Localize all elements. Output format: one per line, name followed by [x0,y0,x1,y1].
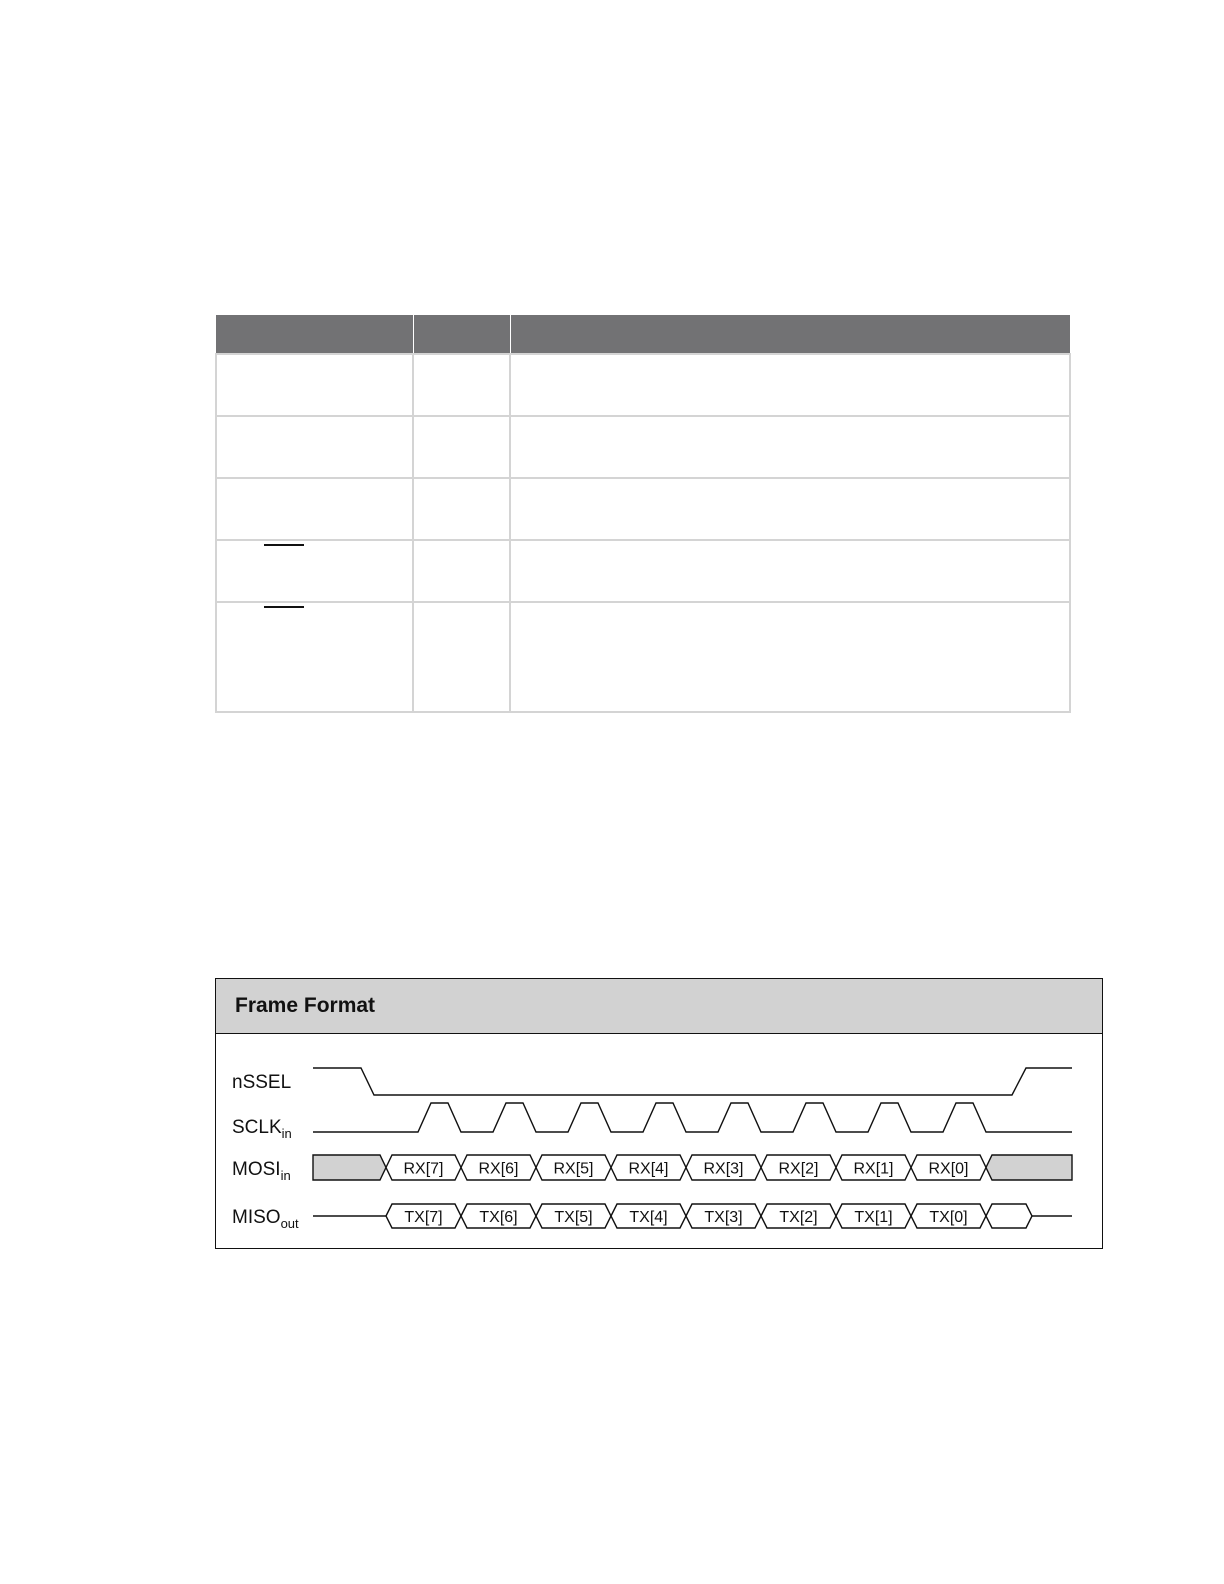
signal-name: nSSEL [232,1072,292,1093]
figure-title: Frame Format [235,994,376,1017]
table-row [216,416,1070,478]
sclk-waveform [313,1103,1072,1132]
bus-bit-label: TX[0] [929,1209,968,1226]
table-cell [413,602,510,712]
signal-subscript: in [281,1126,292,1141]
table-cell [510,540,1070,602]
bus-bit-label: RX[4] [628,1160,669,1178]
signal-name: MISO [232,1207,281,1228]
table-row [216,602,1070,712]
table-cell [413,540,510,602]
bus-bit-label: RX[1] [853,1160,894,1178]
bus-undefined-cell [986,1204,1032,1228]
bus-bit-label: RX[7] [403,1160,444,1178]
signal-subscript: out [280,1216,299,1231]
bus-bit-label: RX[0] [928,1160,969,1178]
overbar-mark [264,544,304,546]
table-cell [510,354,1070,416]
table-cell [413,354,510,416]
signal-name: MOSI [232,1159,281,1180]
bus-bit-label: TX[5] [554,1209,593,1226]
table-cell [216,602,413,712]
table-cell [510,416,1070,478]
bus-bit-label: TX[7] [404,1209,443,1226]
table-cell [413,416,510,478]
table-row [216,354,1070,416]
signal-label-miso [232,1207,299,1231]
bus-bit-label: TX[3] [704,1209,743,1226]
bus-bit-label: RX[5] [553,1160,594,1178]
timing-diagram [216,1034,1101,1247]
signal-subscript: in [280,1168,291,1183]
mosi-bus [313,1155,1072,1180]
signal-name: SCLK [232,1117,282,1138]
bus-bit-label: RX[3] [703,1160,744,1178]
table-cell [413,478,510,540]
figure-header [216,979,1102,1034]
column-header-3 [510,315,1070,354]
bus-bit-label: TX[2] [779,1209,818,1226]
bus-bit-label: TX[6] [479,1209,518,1226]
signal-table [215,315,1071,713]
table-cell [216,478,413,540]
bus-idle-region [313,1155,386,1180]
signal-label-sclk [232,1117,292,1141]
table-row [216,478,1070,540]
bus-bit-label: RX[2] [778,1160,819,1178]
bus-bit-label: TX[4] [629,1209,668,1226]
column-header-2 [413,315,510,354]
nssel-waveform [313,1068,1072,1095]
signal-label-nssel [232,1072,291,1093]
table-cell [216,354,413,416]
bus-bit-label: RX[6] [478,1160,519,1178]
table-cell [510,478,1070,540]
bus-idle-region [986,1155,1072,1180]
table-cell [216,540,413,602]
overbar-mark [264,606,304,608]
signal-label-mosi [232,1159,291,1183]
table-cell [510,602,1070,712]
table-cell [216,416,413,478]
bus-bit-label: TX[1] [854,1209,893,1226]
table-row [216,540,1070,602]
frame-format-figure [215,978,1103,1249]
table-header-row [216,315,1070,354]
miso-bus [313,1204,1072,1228]
column-header-1 [216,315,413,354]
